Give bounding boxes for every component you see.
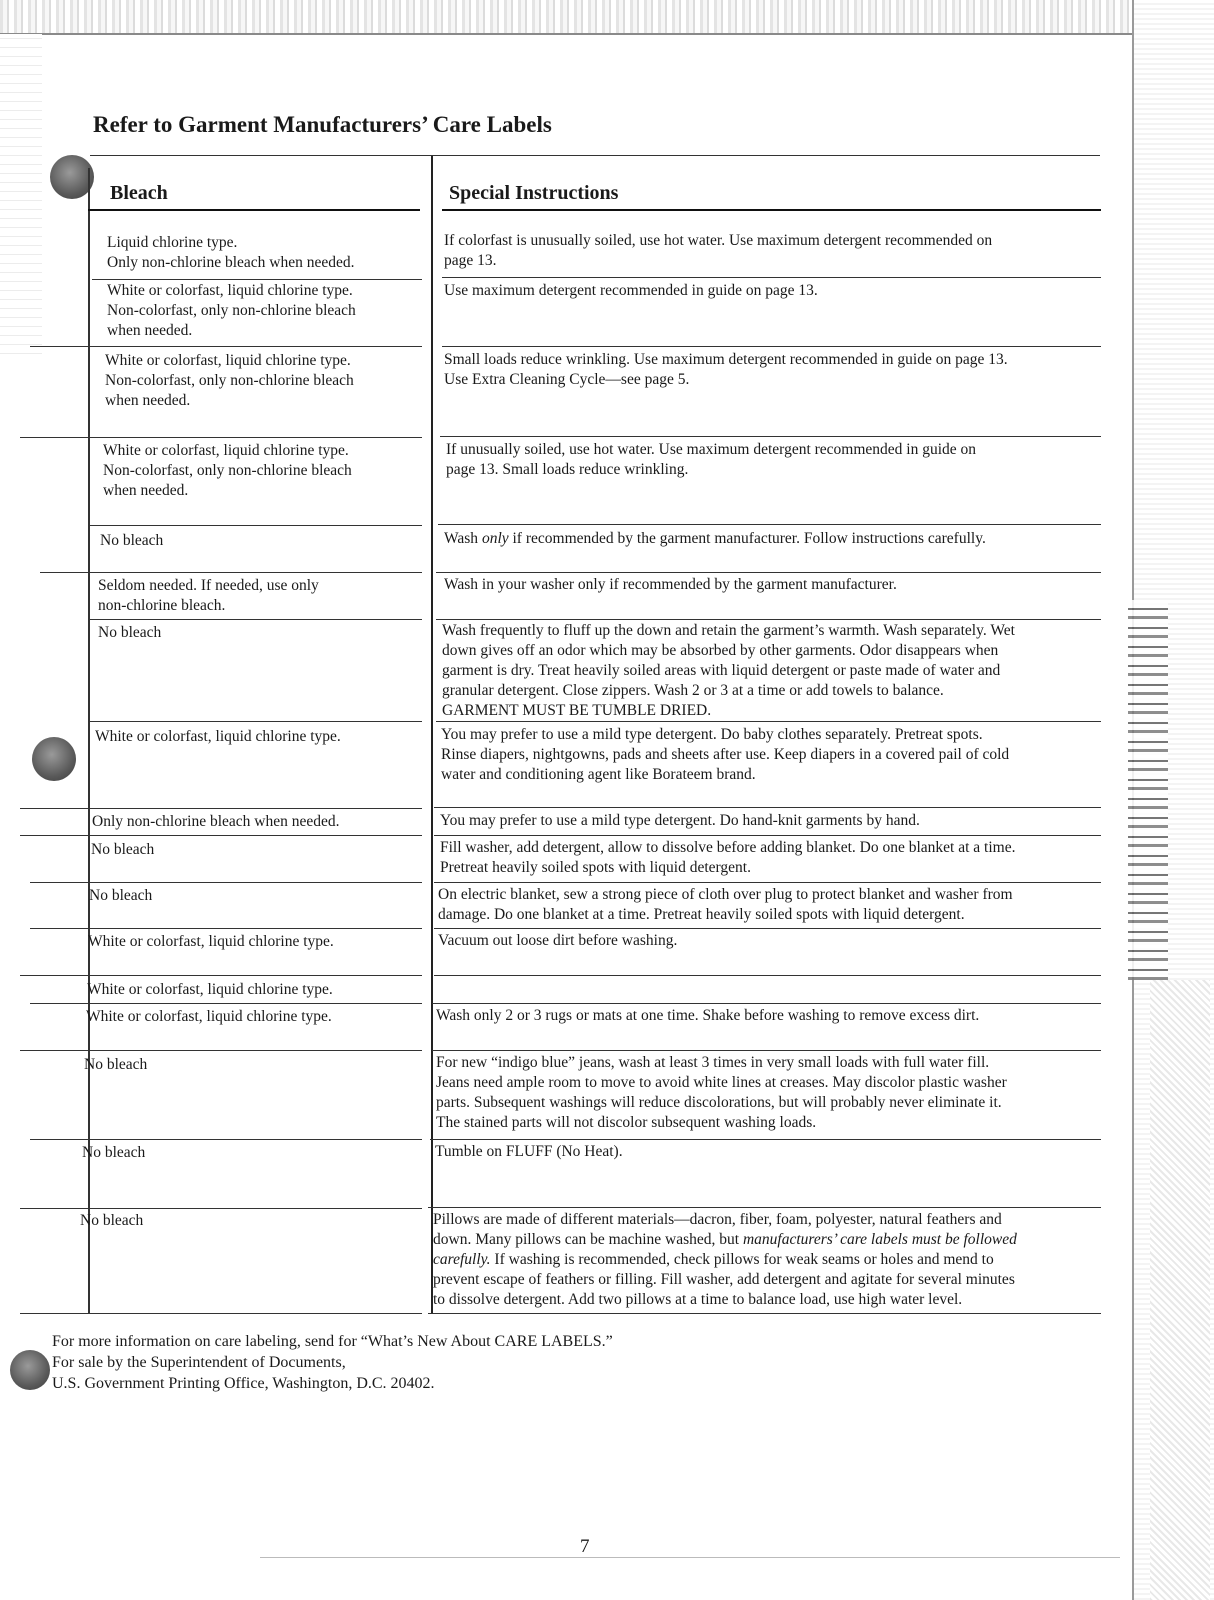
instructions-cell: Small loads reduce wrinkling. Use maximum detergent recommended in guide on page 13. Use Extra Cleaning Cycle—see page 5. bbox=[444, 351, 1008, 388]
table-bottom-rule bbox=[20, 1313, 422, 1314]
scan-top-edge-line bbox=[0, 33, 1214, 35]
instructions-cell: Pillows are made of different materials—dacron, fiber, foam, polyester, natural feathers and down. Many pillows can be machine washed, but manufacturers’ care labels must be followed carefully. If washing is recommended, check pillows for weak seams or holes and mend to prevent escape of feathers or filling. Fill washer, add detergent and agitate for several minutes to dissolve detergent. Add two pillows at a time to balance load, use high water level. bbox=[433, 1211, 1017, 1308]
instructions-cell: For new “indigo blue” jeans, wash at least 3 times in very small loads with full water fill. Jeans need ample room to move to avoid white lines at creases. May discolor plastic washer parts. Subsequent washings will reduce discolorations, but will probably never eliminate it. The stained parts will not discolor subsequent washing loads. bbox=[436, 1054, 1007, 1131]
row-separator bbox=[438, 524, 1101, 525]
row-separator bbox=[88, 619, 422, 620]
bleach-cell: No bleach bbox=[91, 841, 155, 858]
scan-top-edge bbox=[0, 0, 1214, 34]
row-separator bbox=[30, 346, 422, 347]
row-separator bbox=[430, 1139, 1101, 1140]
care-labels-footnote: For more information on care labeling, send for “What’s New About CARE LABELS.” For sale by the Superintendent of Documents, U.S. Government Printing Office, Washington, D.C. 20402. bbox=[52, 1333, 613, 1392]
column-header-bleach: Bleach bbox=[110, 182, 168, 204]
row-separator bbox=[20, 437, 422, 438]
instructions-cell: Tumble on FLUFF (No Heat). bbox=[435, 1143, 623, 1160]
bleach-cell: No bleach bbox=[80, 1212, 144, 1229]
scan-left-margin bbox=[0, 34, 42, 354]
instructions-cell: Use maximum detergent recommended in guide on page 13. bbox=[444, 282, 818, 299]
row-separator bbox=[20, 1208, 422, 1209]
row-separator bbox=[442, 346, 1101, 347]
bleach-cell: No bleach bbox=[82, 1144, 146, 1161]
instructions-cell: You may prefer to use a mild type detergent. Do hand-knit garments by hand. bbox=[440, 812, 920, 829]
bleach-cell: White or colorfast, liquid chlorine type. bbox=[87, 981, 333, 998]
instructions-cell: Wash only if recommended by the garment manufacturer. Follow instructions carefully. bbox=[444, 530, 986, 547]
bleach-cell: No bleach bbox=[98, 624, 162, 641]
header-rule-right bbox=[442, 209, 1101, 211]
instructions-cell: Vacuum out loose dirt before washing. bbox=[438, 932, 678, 949]
table-bottom-rule bbox=[428, 1313, 1101, 1314]
table-top-rule bbox=[90, 155, 1100, 156]
row-separator bbox=[88, 721, 422, 722]
row-separator bbox=[30, 1003, 422, 1004]
column-header-special-instructions: Special Instructions bbox=[449, 182, 619, 204]
row-separator bbox=[434, 928, 1101, 929]
bleach-cell: No bleach bbox=[100, 532, 164, 549]
row-separator bbox=[30, 928, 422, 929]
bleach-cell: White or colorfast, liquid chlorine type. bbox=[88, 933, 334, 950]
row-separator bbox=[434, 975, 1101, 976]
row-separator bbox=[436, 619, 1101, 620]
instructions-cell: On electric blanket, sew a strong piece of cloth over plug to protect blanket and washer from damage. Do one blanket at a time. Pretreat heavily soiled spots with liquid detergent. bbox=[438, 886, 1013, 923]
binding-marks bbox=[1128, 600, 1168, 980]
instructions-cell: Wash only 2 or 3 rugs or mats at one time. Shake before washing to remove excess dirt. bbox=[436, 1007, 980, 1024]
instructions-cell: Wash in your washer only if recommended by the garment manufacturer. bbox=[444, 576, 897, 593]
row-separator bbox=[88, 525, 422, 526]
row-separator bbox=[40, 572, 422, 573]
bleach-cell: White or colorfast, liquid chlorine type. bbox=[86, 1008, 332, 1025]
bleach-cell: White or colorfast, liquid chlorine type. Non-colorfast, only non-chlorine bleach when needed. bbox=[107, 282, 356, 339]
bleach-cell: Liquid chlorine type. Only non-chlorine bleach when needed. bbox=[107, 234, 355, 271]
scan-right-stipple bbox=[1150, 980, 1210, 1600]
row-separator bbox=[20, 808, 422, 809]
bleach-cell: Seldom needed. If needed, use only non-chlorine bleach. bbox=[98, 577, 319, 614]
instructions-cell: If colorfast is unusually soiled, use hot water. Use maximum detergent recommended on page 13. bbox=[444, 232, 993, 269]
row-separator bbox=[436, 721, 1101, 722]
bleach-cell: No bleach bbox=[84, 1056, 148, 1073]
bleach-cell: Only non-chlorine bleach when needed. bbox=[92, 813, 340, 830]
row-separator bbox=[436, 572, 1101, 573]
punch-hole-middle bbox=[32, 737, 76, 781]
row-separator bbox=[434, 882, 1101, 883]
row-separator bbox=[20, 1050, 422, 1051]
bleach-cell: White or colorfast, liquid chlorine type. Non-colorfast, only non-chlorine bleach when needed. bbox=[103, 442, 352, 499]
header-rule-left bbox=[88, 209, 420, 211]
punch-hole-bottom bbox=[10, 1350, 50, 1390]
row-separator bbox=[428, 1207, 1101, 1208]
instructions-cell: Wash frequently to fluff up the down and retain the garment’s warmth. Wash separately. Wet down gives off an odor which may be absorbed by other garments. Odor disappears when garment is dry. Treat heavily soiled areas with liquid detergent or paste made of water and granular detergent. Close zippers. Wash 2 or 3 at a time or add towels to balance. GARMENT MUST BE TUMBLE DRIED. bbox=[442, 622, 1015, 719]
scan-bottom-rule bbox=[260, 1557, 1120, 1558]
bleach-cell: White or colorfast, liquid chlorine type. Non-colorfast, only non-chlorine bleach when needed. bbox=[105, 352, 354, 409]
instructions-cell: If unusually soiled, use hot water. Use maximum detergent recommended in guide on page 13. Small loads reduce wrinkling. bbox=[446, 441, 977, 478]
instructions-cell: You may prefer to use a mild type detergent. Do baby clothes separately. Pretreat spots. Rinse diapers, nightgowns, pads and sheets after use. Keep diapers in a covered pail of cold water and conditioning agent like Borateem brand. bbox=[441, 726, 1010, 783]
row-separator bbox=[434, 835, 1101, 836]
row-separator bbox=[30, 1139, 422, 1140]
page-title: Refer to Garment Manufacturers’ Care Labels bbox=[93, 112, 552, 137]
bleach-cell: No bleach bbox=[89, 887, 153, 904]
row-separator bbox=[20, 975, 422, 976]
bleach-cell: White or colorfast, liquid chlorine type. bbox=[95, 728, 341, 745]
row-separator bbox=[440, 436, 1101, 437]
page-number: 7 bbox=[580, 1536, 590, 1557]
row-separator bbox=[30, 882, 422, 883]
column-divider bbox=[431, 156, 433, 1314]
row-separator bbox=[434, 807, 1101, 808]
row-separator bbox=[92, 279, 422, 280]
row-separator bbox=[432, 1003, 1101, 1004]
row-separator bbox=[442, 277, 1101, 278]
instructions-cell: Fill washer, add detergent, allow to dissolve before adding blanket. Do one blanket at a time. Pretreat heavily soiled spots with liquid detergent. bbox=[440, 839, 1016, 876]
row-separator bbox=[20, 835, 422, 836]
row-separator bbox=[432, 1050, 1101, 1051]
